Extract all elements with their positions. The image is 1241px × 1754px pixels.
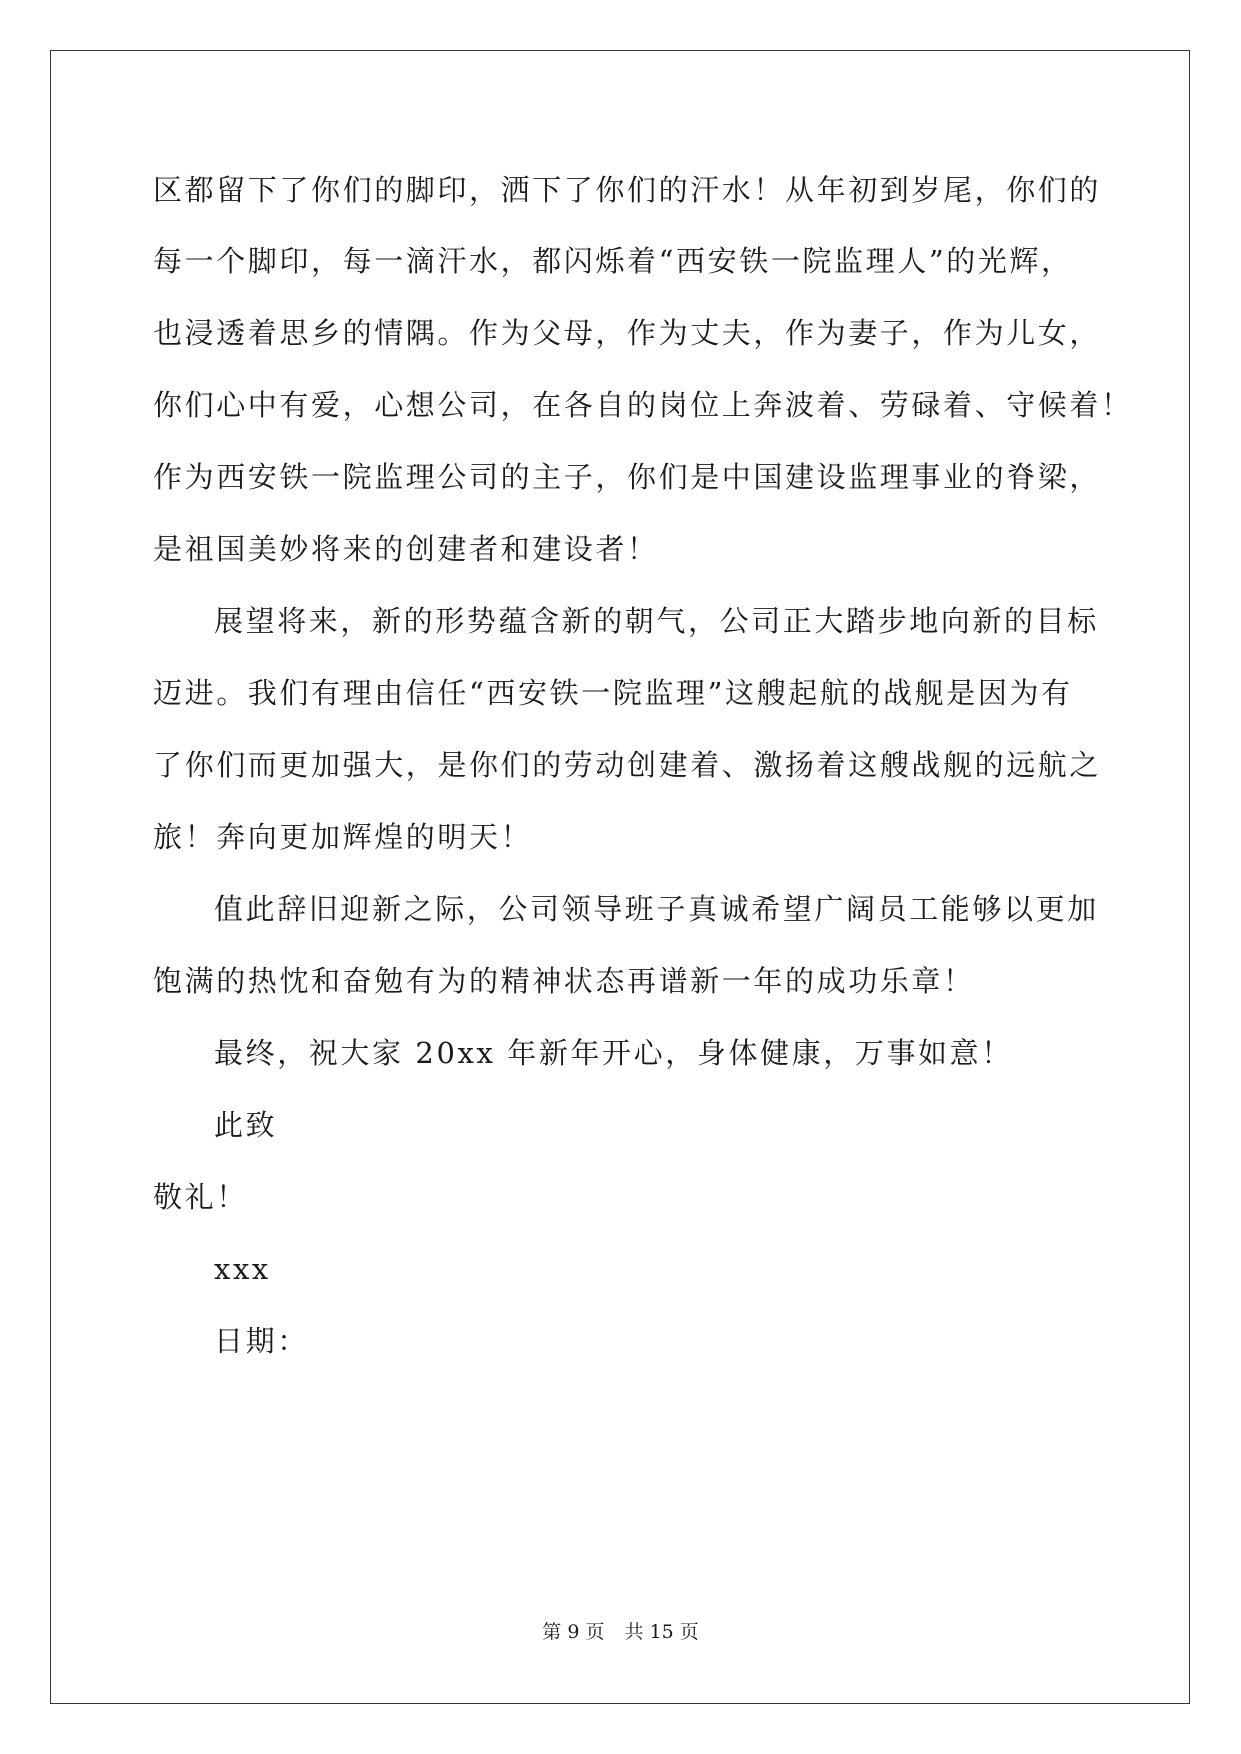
body-line-6: 是祖国美妙将来的创建者和建设者！ <box>153 532 659 566</box>
date-label: 日期： <box>214 1324 309 1358</box>
body-line-7: 展望将来，新的形势蕴含新的朝气，公司正大踏步地向新的目标 <box>214 604 1099 638</box>
page-total: 共 15 页 <box>624 1621 699 1643</box>
closing-cizhi: 此致 <box>214 1108 278 1142</box>
body-line-4: 你们心中有爱，心想公司，在各自的岗位上奔波着、劳碌着、守候着！ <box>153 388 1133 422</box>
body-line-1: 区都留下了你们的脚印，洒下了你们的汗水！从年初到岁尾，你们的 <box>153 173 1102 207</box>
greeting-line: 最终，祝大家 20xx 年新年开心，身体健康，万事如意！ <box>214 1036 1013 1070</box>
page-number: 第 9 页 <box>542 1621 605 1643</box>
body-line-12: 饱满的热忱和奋勉有为的精神状态再谱新一年的成功乐章！ <box>153 964 975 998</box>
body-line-11: 值此辞旧迎新之际，公司领导班子真诚希望广阔员工能够以更加 <box>214 892 1099 926</box>
body-line-10: 旅！奔向更加辉煌的明天！ <box>153 820 533 854</box>
body-line-3: 也浸透着思乡的情隅。作为父母，作为丈夫，作为妻子，作为儿女， <box>153 316 1102 350</box>
page-footer <box>0 1617 1241 1644</box>
body-line-8: 迈进。我们有理由信任“西安铁一院监理”这艘起航的战舰是因为有 <box>153 676 1073 710</box>
page-border <box>50 50 1190 1704</box>
body-line-9: 了你们而更加强大，是你们的劳动创建着、激扬着这艘战舰的远航之 <box>153 748 1102 782</box>
closing-jingli: 敬礼！ <box>153 1180 248 1214</box>
signature: xxx <box>214 1252 271 1286</box>
body-line-2: 每一个脚印，每一滴汗水，都闪烁着“西安铁一院监理人”的光辉， <box>153 244 1073 278</box>
body-line-5: 作为西安铁一院监理公司的主子，你们是中国建设监理事业的脊梁， <box>153 460 1102 494</box>
